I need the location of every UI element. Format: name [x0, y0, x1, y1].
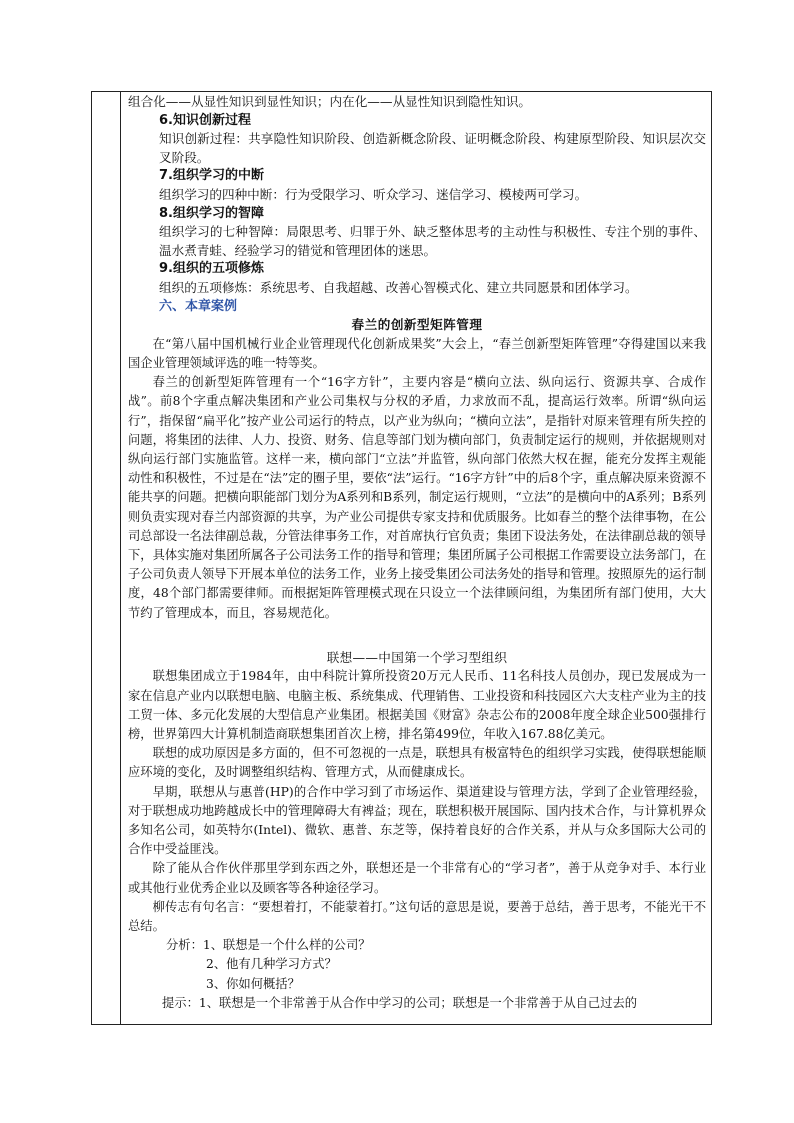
- case2-paragraph: 联想集团成立于1984年，由中科院计算所投资20万元人民币、11名科技人员创办，现已发展成为一家在信息产业内以联想电脑、电脑主板、系统集成、代理销售、工业投资和科技园区六大支柱产业为主的技工贸一体、多元化发展的大型信息产业集团。根据美国《财富》杂志公布的2008年度全球企业500强排行榜，世界第四大计算机制造商联想集团首次上榜，排名第499位，年收入167.88亿美元。: [128, 669, 706, 741]
- column-divider: [120, 91, 121, 1025]
- analysis-hint: 提示：1、联想是一个非常善于从合作中学习的公司；联想是一个非常善于从自己过去的: [162, 995, 638, 1010]
- top-line: 组合化——从显性知识到显性知识；内在化——从显性知识到隐性知识。: [128, 94, 531, 109]
- section-heading: 六、本章案例: [159, 298, 238, 314]
- analysis-question-3: 3、你如何概括？: [206, 976, 300, 991]
- section-8-body: 组织学习的七种智障：局限思考、归罪于外、缺乏整体思考的主动性与积极性、专注个别的事件、温水煮青蛙、经验学习的错觉和管理团体的迷思。: [159, 224, 706, 258]
- case1-title: 春兰的创新型矩阵管理: [351, 317, 483, 333]
- section-9-title: 9.组织的五项修炼: [159, 261, 264, 277]
- case1-paragraph: 在“第八届中国机械行业企业管理现代化创新成果奖”大会上，“春兰创新型矩阵管理”夺得建国以来我国企业管理领域评选的唯一特等奖。: [128, 336, 706, 370]
- case1-paragraph: 春兰的创新型矩阵管理有一个“16字方针”，主要内容是“横向立法、纵向运行、资源共享、合成作战”。前8个字重点解决集团和产业公司集权与分权的矛盾，力求放而不乱，提高运行效率。所谓“纵向运行”，指保留“扁平化”按产业公司运行的特点，以产业为纵向；“横向立法”，是指针对原来管理有所失控的问题，将集团的法律、人力、投资、财务、信息等部门划为横向部门，负责制定运行的规则，并依据规则对纵向运行部门实施监管。这样一来，横向部门“立法”并监管，纵向部门依然大权在握，能充分发挥主观能动性和积极性，不过是在“法”定的圈子里，要依“法”运行。“16字方针”中的后8个字，重点解决原来资源不能共享的问题。把横向职能部门划分为A系列和B系列，制定运行规则，“立法”的是横向中的A系列；B系列则负责实现对春兰内部资源的共享，为产业公司提供专家支持和优质服务。比如春兰的整个法律事物，在公司总部设一名法律副总裁，分管法律事务工作，对首席执行官负责；集团下设法务处，在法律副总裁的领导下，具体实施对集团所属各子公司法务工作的指导和管理；集团所属子公司根据工作需要设立法务部门，在子公司负责人领导下开展本单位的法务工作，业务上接受集团公司法务处的指导和管理。按照原先的运行制度，48个部门都需要律师。而根据矩阵管理模式现在只设立一个法律顾问组，为集团所有部门使用，大大节约了管理成本，而且，容易规范化。: [128, 375, 706, 620]
- section-7-body: 组织学习的四种中断：行为受限学习、听众学习、迷信学习、模棱两可学习。: [159, 186, 588, 202]
- section-6-title: 6.知识创新过程: [159, 112, 251, 128]
- section-9-body: 组织的五项修炼：系统思考、自我超越、改善心智模式化、建立共同愿景和团体学习。: [159, 279, 638, 295]
- document-content: [128, 93, 706, 1023]
- section-7-title: 7.组织学习的中断: [159, 168, 264, 184]
- case2-paragraph: 早期，联想从与惠普(HP)的合作中学习到了市场运作、渠道建设与管理方法，学到了企业管理经验，对于联想成功地跨越成长中的管理障碍大有裨益；现在，联想积极开展国际、国内技术合作，与计算机界众多知名公司，如英特尔(Intel)、微软、惠普、东芝等，保持着良好的合作关系，并从与众多国际大公司的合作中受益匪浅。: [128, 784, 706, 857]
- analysis-question-1: 分析：1、联想是一个什么样的公司？: [166, 938, 371, 953]
- case2-title: 联想——中国第一个学习型组织: [326, 649, 508, 665]
- case2-paragraph: 柳传志有句名言：“要想着打，不能蒙着打。”这句话的意思是说，要善于总结，善于思考，不能光干不总结。: [128, 899, 706, 933]
- section-8-title: 8.组织学习的智障: [159, 205, 264, 221]
- case2-paragraph: 联想的成功原因是多方面的，但不可忽视的一点是，联想具有极富特色的组织学习实践，使得联想能顺应环境的变化，及时调整组织结构、管理方式，从而健康成长。: [128, 746, 706, 780]
- analysis-question-2: 2、他有几种学习方式？: [206, 957, 337, 972]
- section-6-body: 知识创新过程：共享隐性知识阶段、创造新概念阶段、证明概念阶段、构建原型阶段、知识层次交叉阶段。: [159, 131, 706, 165]
- case2-paragraph: 除了能从合作伙伴那里学到东西之外，联想还是一个非常有心的“学习者”，善于从竞争对手、本行业或其他行业优秀企业以及顾客等各种途径学习。: [128, 861, 706, 895]
